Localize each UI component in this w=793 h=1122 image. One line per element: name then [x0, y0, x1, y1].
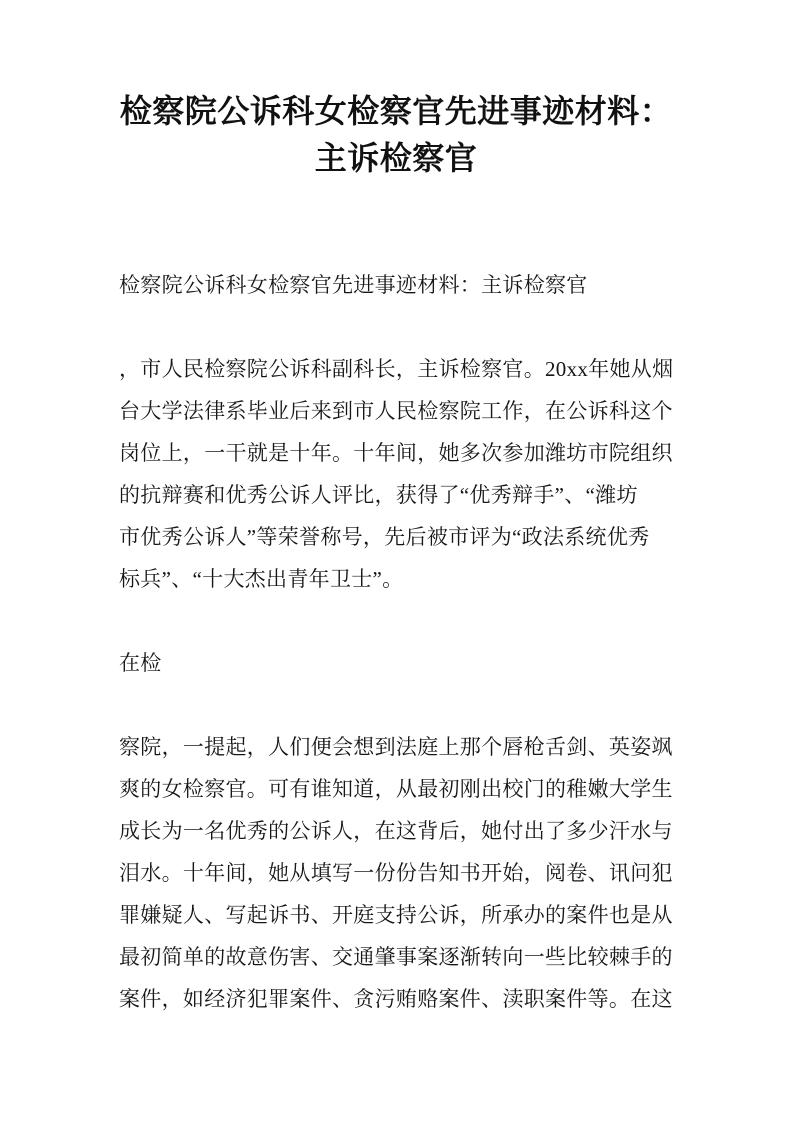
paragraph-1-line: 台大学法律系毕业后来到市人民检察院工作，在公诉科这个	[119, 399, 673, 423]
document-subtitle: 检察院公诉科女检察官先进事迹材料：主诉检察官	[119, 273, 588, 297]
document-title-line-2: 主诉检察官	[314, 140, 478, 176]
paragraph-1-line: 市优秀公诉人”等荣誉称号，先后被市评为“政法系统优秀	[119, 525, 650, 549]
paragraph-1-line: 的抗辩赛和优秀公诉人评比，获得了“优秀辩手”、“潍坊	[119, 483, 638, 507]
paragraph-3-line: 案件，如经济犯罪案件、贪污贿赂案件、渎职案件等。在这	[119, 987, 673, 1011]
paragraph-3-line: 最初简单的故意伤害、交通肇事案逐渐转向一些比较棘手的	[119, 945, 673, 969]
paragraph-3-line: 罪嫌疑人、写起诉书、开庭支持公诉，所承办的案件也是从	[119, 903, 673, 927]
paragraph-1-line: ，市人民检察院公诉科副科长，主诉检察官。20xx年她从烟	[119, 357, 674, 381]
paragraph-3-line: 察院，一提起，人们便会想到法庭上那个唇枪舌剑、英姿飒	[119, 735, 673, 759]
paragraph-3	[119, 726, 673, 1020]
paragraph-3-line: 成长为一名优秀的公诉人，在这背后，她付出了多少汗水与	[119, 819, 673, 843]
document-title	[119, 88, 673, 182]
document-title-line-1: 检察院公诉科女检察官先进事迹材料：	[119, 93, 673, 129]
paragraph-1-line: 岗位上，一干就是十年。十年间，她多次参加潍坊市院组织	[119, 441, 673, 465]
paragraph-1	[119, 348, 673, 600]
paragraph-3-line: 爽的女检察官。可有谁知道，从最初刚出校门的稚嫩大学生	[119, 777, 673, 801]
paragraph-3-line: 泪水。十年间，她从填写一份份告知书开始，阅卷、讯问犯	[119, 861, 673, 885]
paragraph-2	[119, 642, 673, 684]
paragraph-2-line: 在检	[119, 651, 162, 675]
paragraph-1-line: 标兵”、“十大杰出青年卫士”。	[119, 567, 404, 591]
